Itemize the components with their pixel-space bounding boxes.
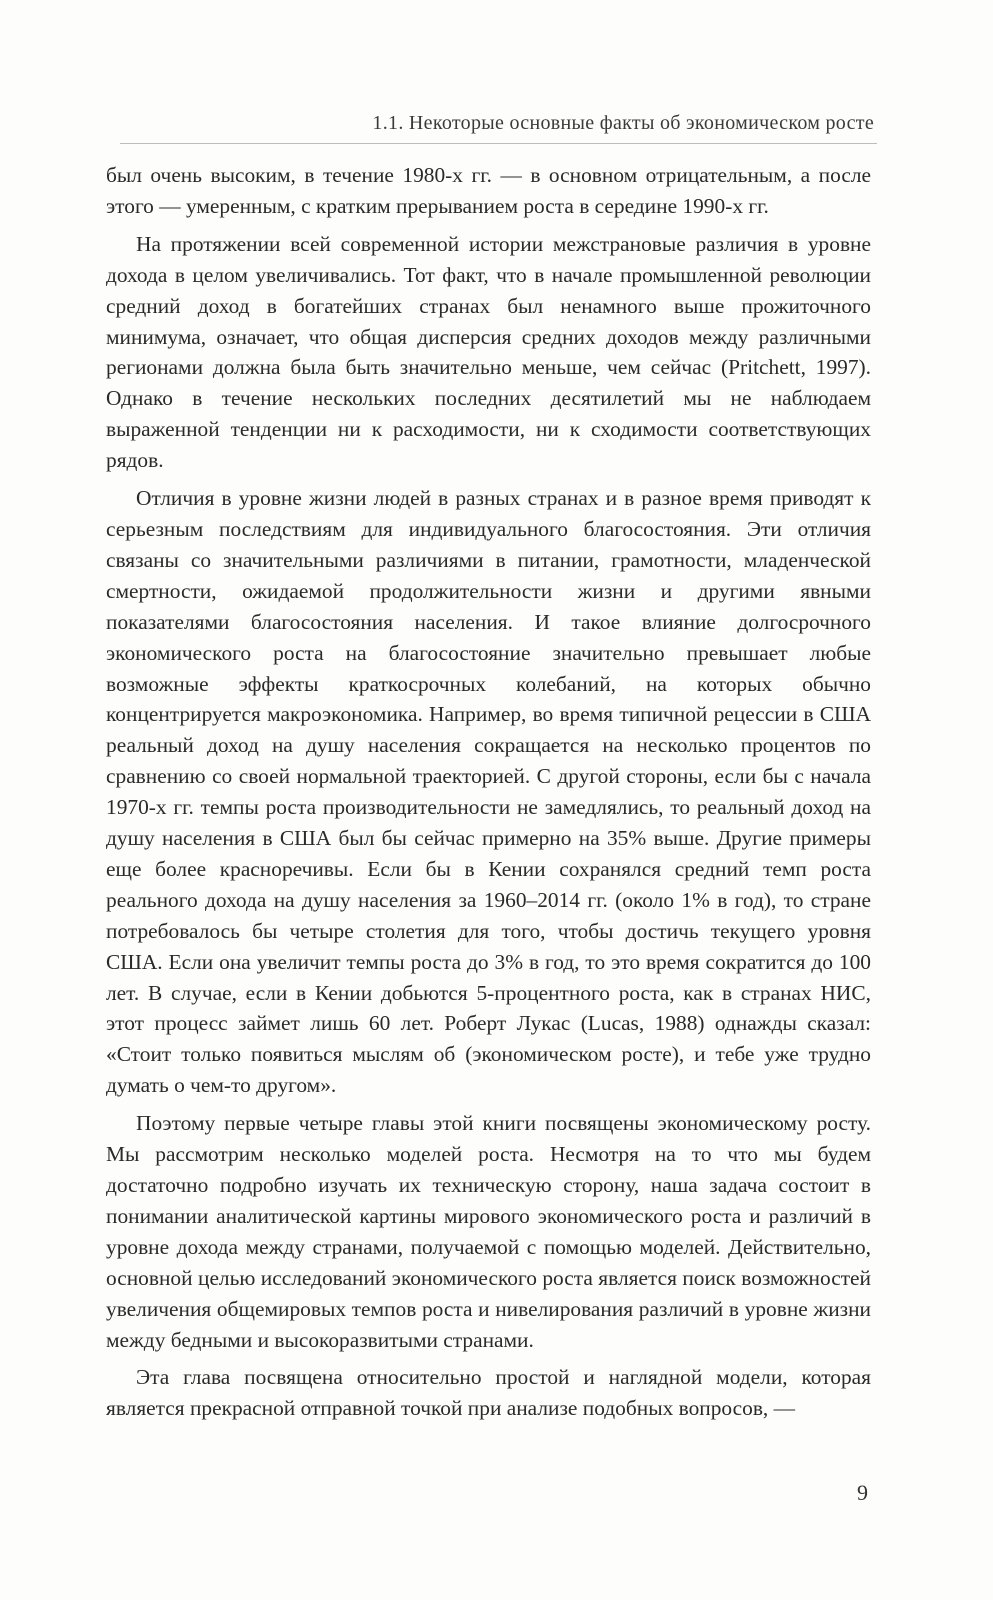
running-head: 1.1. Некоторые основные факты об экономическом росте — [372, 112, 874, 134]
paragraph: Отличия в уровне жизни людей в разных странах и в разное время приводят к серьезным последствиям для индивидуального благосостояния. Эти отличия связаны со значительными различиями в питании, грамотности, младенческой смертности, ожидаемой продолжительности жизни и другими явными показателями благосостояния населения. И такое влияние долгосрочного экономического роста на благосостояние значительно превышает любые возможные эффекты краткосрочных колебаний, на которых обычно концентрируется макроэкономика. Например, во время типичной рецессии в США реальный доход на душу населения сокращается на несколько процентов по сравнению со своей нормальной траекторией. С другой стороны, если бы с начала 1970-х гг. темпы роста производительности не замедлялись, то реальный доход на душу населения в США был бы сейчас примерно на 35% выше. Другие примеры еще более красноречивы. Если бы в Кении сохранялся средний темп роста реального дохода на душу населения за 1960–2014 гг. (около 1% в год), то стране потребовалось бы четыре столетия для того, чтобы достичь текущего уровня США. Если она увеличит темпы роста до 3% в год, то это время сократится до 100 лет. В случае, если в Кении добьются 5-процентного роста, как в странах НИС, этот процесс займет лишь 60 лет. Роберт Лукас (Lucas, 1988) однажды сказал: «Стоит только появиться мыслям об (экономическом росте), и тебе уже трудно думать о чем-то другом». — [106, 486, 871, 1098]
page-number: 9 — [857, 1480, 868, 1505]
paragraph: Эта глава посвящена относительно простой и наглядной модели, которая является прекрасной отправной точкой при анализе подобных вопросов, — — [106, 1365, 871, 1421]
paragraph-continued: был очень высоким, в течение 1980-х гг. — в основном отрицательным, а после этого — умеренным, с кратким прерыванием роста в середине 1990-х гг. — [106, 163, 871, 218]
body-text — [106, 160, 871, 1424]
paragraph: Поэтому первые четыре главы этой книги посвящены экономическому росту. Мы рассмотрим несколько моделей роста. Несмотря на то что мы будем достаточно подробно изучать их техническую сторону, наша задача состоит в понимании аналитической картины мирового экономического роста и различий в уровне дохода между странами, получаемой с помощью моделей. Действительно, основной целью исследований экономического роста является поиск возможностей увеличения общемировых темпов роста и нивелирования различий в уровне жизни между бедными и высокоразвитыми странами. — [106, 1111, 871, 1352]
header-rule — [120, 143, 877, 144]
paragraph: На протяжении всей современной истории межстрановые различия в уровне дохода в целом увеличивались. Тот факт, что в начале промышленной революции средний доход в богатейших странах был ненамного выше прожиточного минимума, означает, что общая дисперсия средних доходов между различными регионами должна была быть значительно меньше, чем сейчас (Pritchett, 1997). Однако в течение нескольких последних десятилетий мы не наблюдаем выраженной тенденции ни к расходимости, ни к сходимости соответствующих рядов. — [106, 231, 871, 473]
